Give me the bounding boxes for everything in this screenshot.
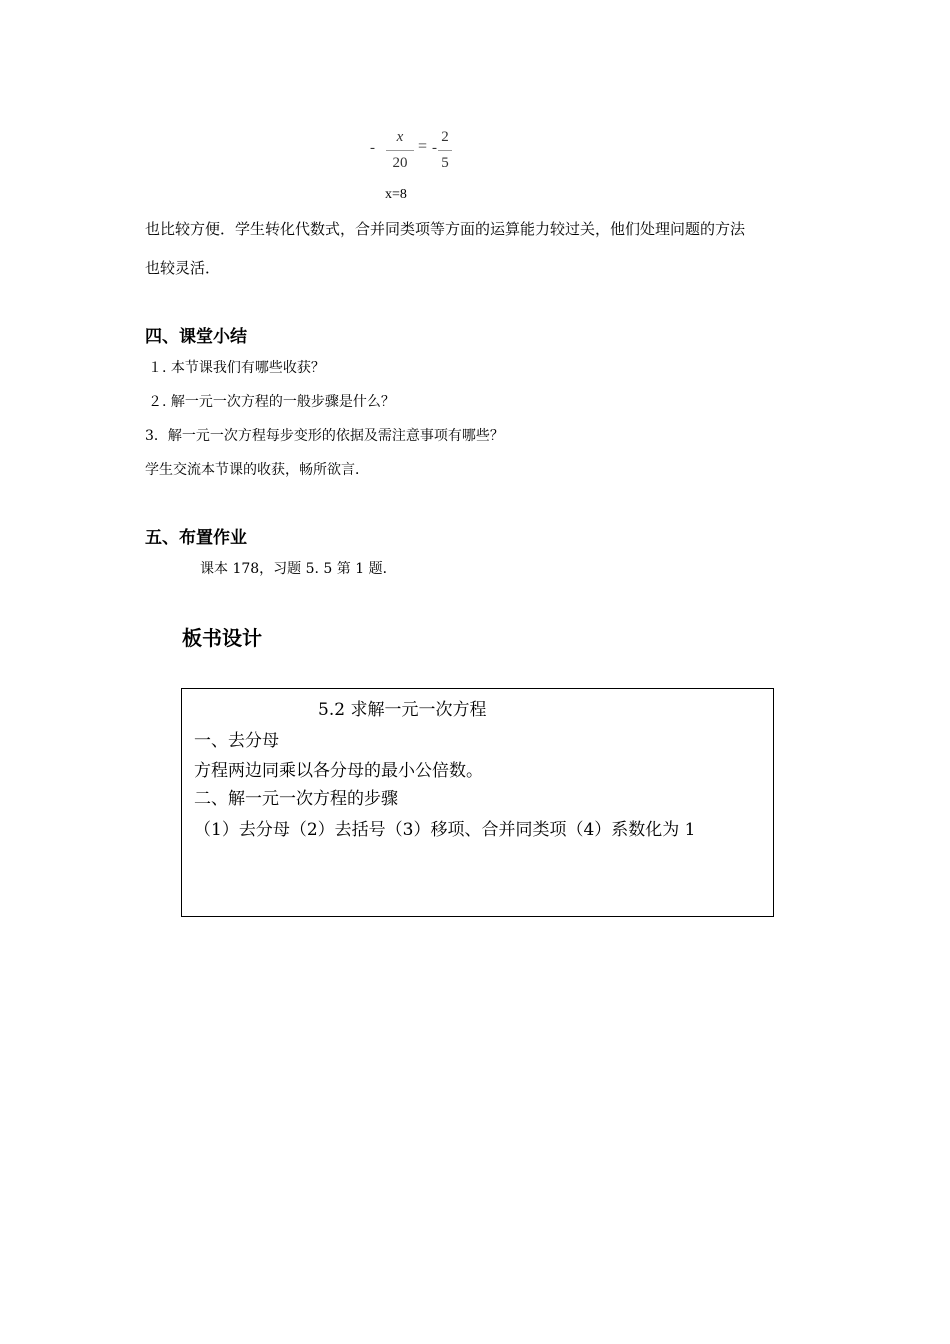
equation-lhs-denominator: 20 xyxy=(392,155,408,171)
board-line-3: 二、解一元一次方程的步骤 xyxy=(194,789,398,809)
equation-equals-sign: = xyxy=(418,138,428,155)
summary-note: 学生交流本节课的收获，畅所欲言． xyxy=(145,462,369,478)
equation-rhs-sign: - xyxy=(432,140,437,156)
section-5-heading: 五、布置作业 xyxy=(145,528,247,548)
summary-item-2: ２. 解一元一次方程的一般步骤是什么？ xyxy=(148,394,395,410)
board-line-4: （1）去分母（2）去括号（3）移项、合并同类项（4）系数化为 1 xyxy=(194,820,696,840)
summary-item-1: １. 本节课我们有哪些收获？ xyxy=(148,360,325,376)
equation xyxy=(368,126,468,174)
paragraph-line-1: 也比较方便．学生转化代数式，合并同类项等方面的运算能力较过关，他们处理问题的方法 xyxy=(145,220,746,238)
fraction-bar xyxy=(386,150,414,151)
homework-text: 课本 178，习题 5. 5 第 1 题． xyxy=(200,561,397,577)
fraction-bar xyxy=(438,150,452,151)
equation-lhs-numerator: x xyxy=(396,129,404,145)
paragraph-line-2: 也较灵活． xyxy=(145,259,221,277)
equation-solution: x=8 xyxy=(385,187,407,202)
board-line-2: 方程两边同乘以各分母的最小公倍数。 xyxy=(194,761,483,781)
board-heading: 5.2 求解一元一次方程 xyxy=(318,700,487,720)
equation-rhs-numerator: 2 xyxy=(441,129,449,145)
board-line-1: 一、去分母 xyxy=(194,731,279,751)
equation-rhs-fraction xyxy=(438,126,452,173)
summary-item-3: 3．解一元一次方程每步变形的依据及需注意事项有哪些？ xyxy=(145,428,504,444)
equation-rhs-denominator: 5 xyxy=(441,155,449,171)
equation-lhs-sign: - xyxy=(370,140,375,156)
section-4-heading: 四、课堂小结 xyxy=(145,327,247,347)
board-design-heading: 板书设计 xyxy=(182,626,262,650)
equation-lhs-fraction xyxy=(386,126,414,173)
board-design-box xyxy=(181,688,774,917)
